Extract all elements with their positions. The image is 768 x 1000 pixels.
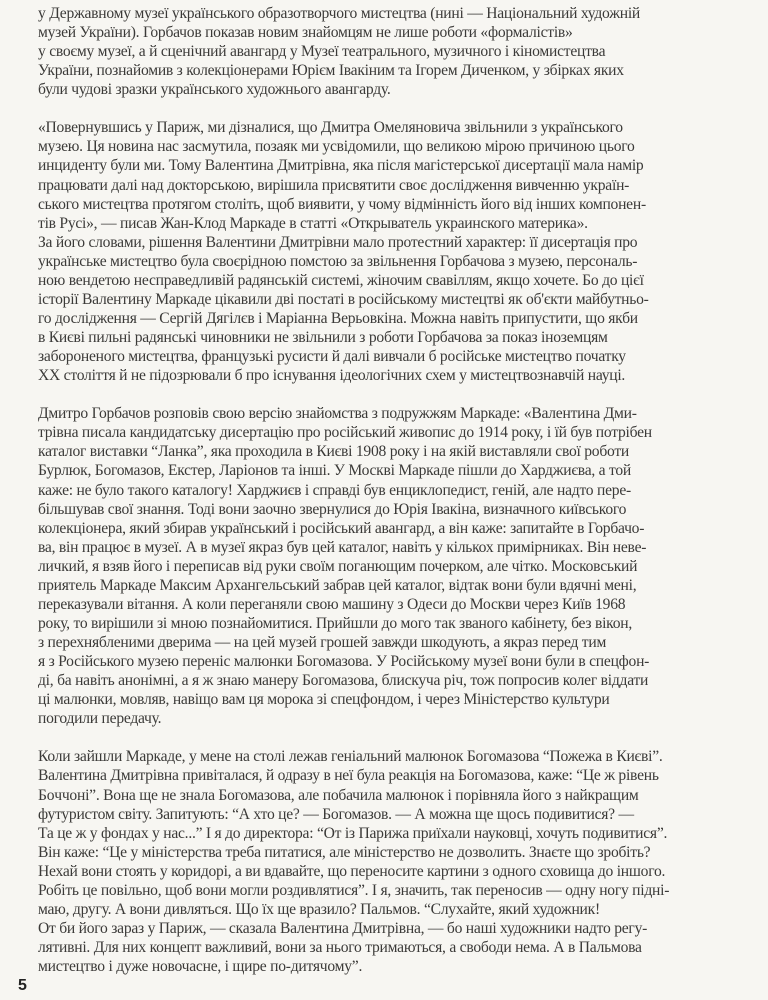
- text-line: личкий, я взяв його і переписав від руки своїм поганющим почерком, але чітко. Московський: [38, 557, 638, 575]
- text-line: каже: не було такого каталогу! Харджиєв і справді був енциклопедист, геній, але надто пере-: [38, 481, 631, 499]
- text-line: музею. Ця новина нас засмутила, позаяк ми усвідомили, що великою мірою причиною цього: [38, 138, 635, 156]
- text-line: колекціонера, який збирав український і російський авангард, а він каже: запитайте в Горбачо-: [38, 519, 645, 537]
- paragraph: [38, 118, 753, 385]
- text-line: музей України). Горбачов показав новим знайомцям не лише роботи «формалістів»: [38, 24, 573, 42]
- text-line: року, то вирішили зі мною познайомитися. Прийшли до мого так званого кабінету, без вікон,: [38, 614, 632, 632]
- text-line: ді, ба навіть анонімні, а я ж знаю манеру Богомазова, блискуча річ, тож попросив колег віддати: [38, 672, 649, 690]
- paragraph: [38, 747, 753, 976]
- text-line: у своєму музеї, а й сценічний авангард у Музеї театрального, музичного і кіномистецтва: [38, 43, 606, 61]
- text-line: От би його зараз у Париж, — сказала Валентина Дмитрівна, — бо наші художники надто регу-: [38, 919, 648, 937]
- text-line: каталог виставки “Ланка”, яка проходила в Києві 1908 року і на якій виставляли свої роботи: [38, 443, 630, 461]
- text-line: «Повернувшись у Париж, ми дізналися, що Дмитра Омеляновича звільнили з українського: [38, 119, 623, 137]
- text-line: були чудові зразки українського художнього авангарду.: [38, 81, 391, 99]
- text-line: трівна писала кандидатську дисертацію про російський живопис до 1914 року, і їй був потрібен: [38, 424, 652, 442]
- text-line: тів Русі», — писав Жан-Клод Маркаде в статті «Открыватель украинского материка».: [38, 214, 588, 232]
- text-line: инциденту були ми. Тому Валентина Дмитрівна, яка після магістерської дисертації мала намір: [38, 157, 644, 175]
- text-line: Дмитро Горбачов розповів свою версію знайомства з подружжям Маркаде: «Валентина Дми-: [38, 405, 637, 423]
- text-line: футуристом світу. Запитують: “А хто це? — Богомазов. — А можна ще щось подивитися? —: [38, 805, 634, 823]
- text-line: Коли зайшли Маркаде, у мене на столі лежав геніальний малюнок Богомазова “Пожежа в Києві”.: [38, 748, 663, 766]
- text-line: ва, він працює в музеї. А в музеї якраз був цей каталог, навіть у кількох примірниках. Він неве-: [38, 538, 647, 556]
- text-line: України, познайомив з колекціонерами Юрієм Івакіним та Ігорем Диченком, у збірках яких: [38, 62, 624, 80]
- text-line: забороненого мистецтва, французькі русисти й далі вивчали б російське мистецтво початку: [38, 348, 626, 366]
- text-line: я з Російського музею переніс малюнки Богомазова. У Російському музеї вони були в спецфон-: [38, 653, 650, 671]
- document-page: [38, 4, 753, 976]
- text-line: ського мистецтва протягом століть, щоб виявити, у чому відмінність його від інших компонен-: [38, 195, 646, 213]
- text-line: Та це ж у фондах у нас...” І я до директора: “От із Парижа приїхали науковці, хочуть подивитися”.: [38, 824, 668, 842]
- text-line: Робіть це повільно, щоб вони могли роздивлятися”. І я, значить, так переносив — одну ногу підні-: [38, 881, 670, 899]
- text-line: у Державному музеї українського образотворчого мистецтва (нині — Національний художній: [38, 5, 640, 22]
- text-line: з перехнябленими дверима — на цей музей грошей завжди шкодують, а якраз перед тим: [38, 634, 607, 652]
- text-line: маю, другу. А вони дивляться. Що їх ще вразило? Пальмов. “Слухайте, який художник!: [38, 900, 600, 918]
- text-line: Валентина Дмитрівна привіталася, й одразу в неї була реакція на Богомазова, каже: “Це ж рівень: [38, 767, 659, 785]
- text-line: більшував свої знання. Тоді вони заочно звернулися до Юрія Івакіна, визначного київського: [38, 500, 627, 518]
- text-line: Він каже: “Це у міністерства треба питатися, але міністерство не дозволить. Знаєте що зробіть?: [38, 843, 651, 861]
- text-line: XX століття й не підозрювали б про існування ідеологічних схем у мистецтвознавчій науці.: [38, 367, 626, 385]
- text-line: працювати далі над докторською, вирішила присвятити своє дослідження вивченню україн-: [38, 176, 630, 194]
- text-line: історії Валентину Маркаде цікавили дві постаті в російському мистецтві як об'єкти майбутньо-: [38, 290, 649, 308]
- text-line: українське мистецтво була своєрідною помстою за звільнення Горбачова з музею, персональ-: [38, 252, 638, 270]
- paragraph: [38, 4, 753, 99]
- text-line: погодили передачу.: [38, 710, 162, 728]
- text-line: го дослідження — Сергій Дягілєв і Маріанна Верьовкіна. Можна навіть припустити, що якби: [38, 309, 638, 327]
- text-line: Бурлюк, Богомазов, Екстер, Ларіонов та інші. У Москві Маркаде пішли до Харджиєва, а той: [38, 462, 631, 480]
- text-line: мистецтво і дуже новочасне, і щире по-дитячому”.: [38, 958, 363, 976]
- text-line: переказували вітання. А коли переганяли свою машину з Одеси до Москви через Київ 1968: [38, 595, 626, 613]
- text-line: ці малюнки, мовляв, навіщо вам ця морока зі спецфондом, і через Міністерство культури: [38, 691, 610, 709]
- text-line: приятель Маркаде Максим Архангельський забрав цей каталог, відтак вони були вдячні мені,: [38, 576, 637, 594]
- text-line: лятивні. Для них концепт важливий, вони за нього тримаються, а свободи нема. А в Пальмова: [38, 939, 642, 957]
- text-line: Бoччоні”. Вона ще не знала Богомазова, але побачила малюнок і порівняла його з найкращим: [38, 786, 639, 804]
- text-line: Нехай вони стоять у коридорі, а ви вдавайте, що переносите картини з одного сховища до іншого.: [38, 862, 666, 880]
- text-line: в Києві пильні радянські чиновники не звільнили з роботи Горбачова за показ іноземцям: [38, 329, 608, 347]
- page-number: 5: [18, 977, 27, 994]
- paragraph: [38, 404, 753, 728]
- text-line: За його словами, рішення Валентини Дмитрівни мало протестний характер: її дисертація про: [38, 233, 638, 251]
- text-line: ною вендетою несправедливій радянській системі, жіночим свавіллям, якщо хочете. Бо до цієї: [38, 271, 644, 289]
